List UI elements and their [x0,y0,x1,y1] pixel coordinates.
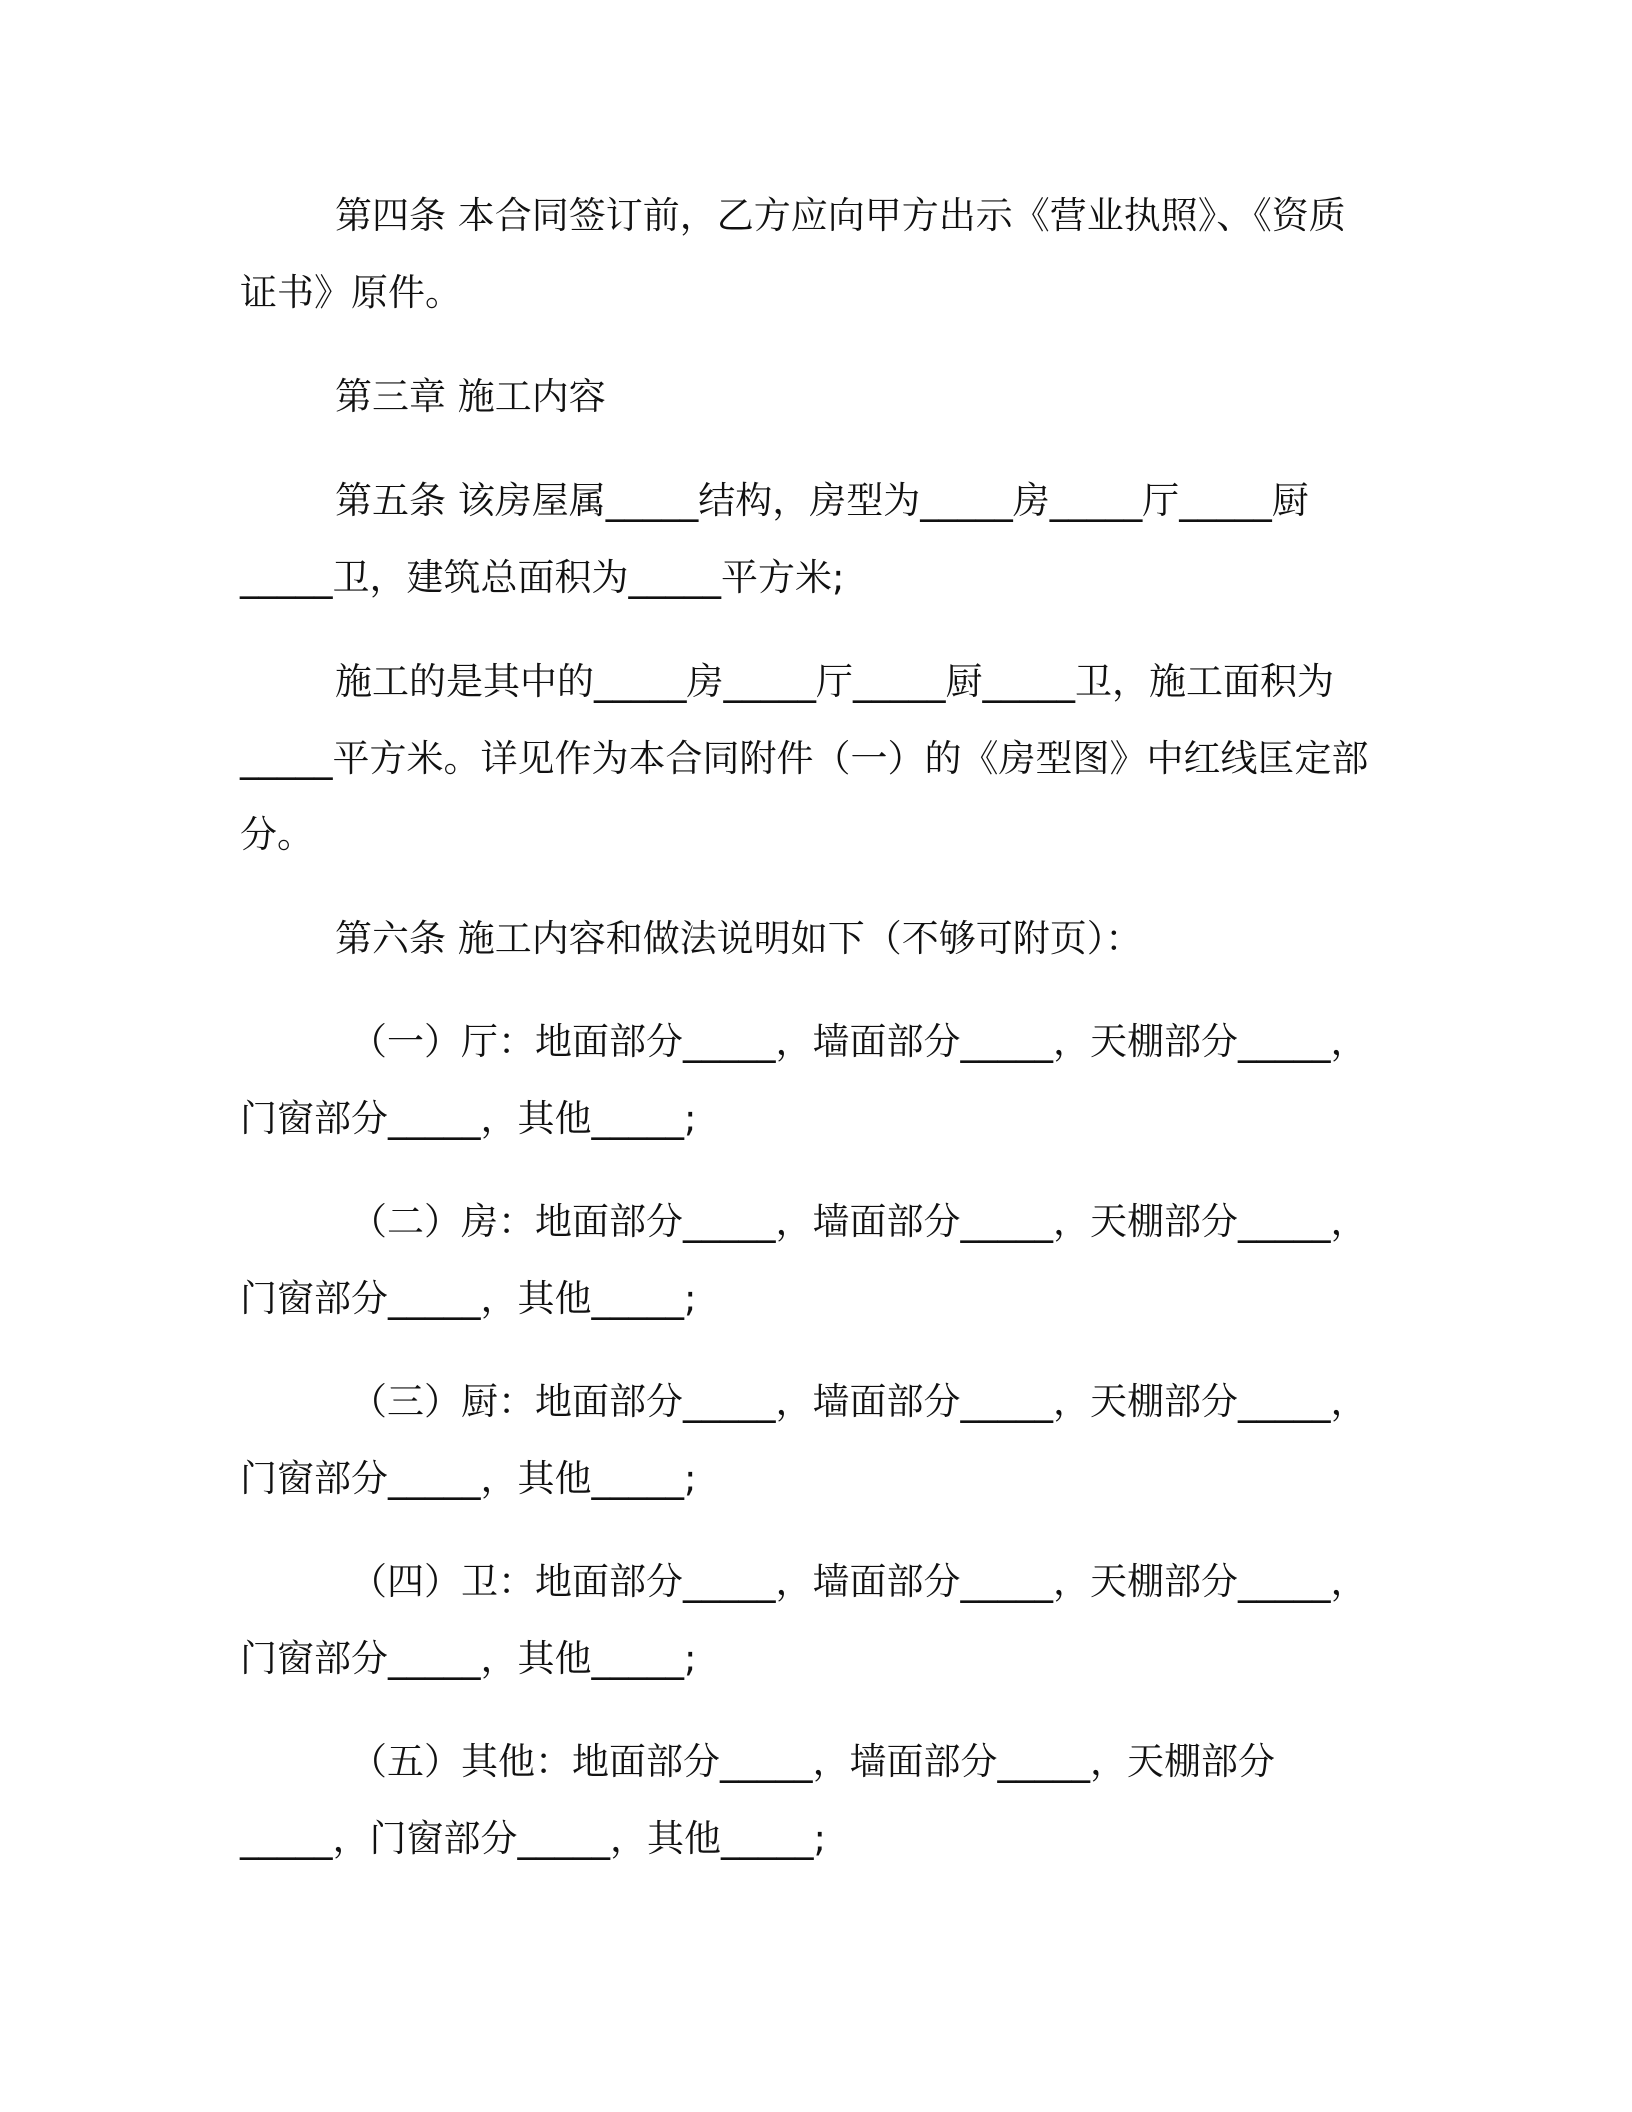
item-other-line-1: （五）其他：地面部分_____，墙面部分_____，天棚部分 [350,1740,1275,1783]
item-bath-line-1: （四）卫：地面部分_____，墙面部分_____，天棚部分_____， [350,1560,1368,1603]
article-4-line-1: 第四条 本合同签订前，乙方应向甲方出示《营业执照》、《资质 [335,194,1346,237]
item-other-line-2: _____，门窗部分_____，其他_____; [240,1817,826,1860]
item-bath-line-2: 门窗部分_____，其他_____; [240,1637,697,1680]
item-kitchen-line-1: （三）厨：地面部分_____，墙面部分_____，天棚部分_____， [350,1380,1368,1423]
article-6-heading: 第六条 施工内容和做法说明如下（不够可附页）： [335,917,1143,960]
construction-scope-line-3: 分。 [240,813,314,856]
item-hall-line-1: （一）厅：地面部分_____，墙面部分_____，天棚部分_____， [350,1020,1368,1063]
article-4-line-2: 证书》原件。 [240,271,462,314]
item-room-line-1: （二）房：地面部分_____，墙面部分_____，天棚部分_____， [350,1200,1368,1243]
construction-scope-line-1: 施工的是其中的_____房_____厅_____厨_____卫，施工面积为 [335,660,1334,703]
article-5-line-1: 第五条 该房屋属_____结构，房型为_____房_____厅_____厨 [335,479,1309,522]
construction-scope-line-2: _____平方米。详见作为本合同附件（一）的《房型图》中红线匡定部 [240,737,1369,780]
chapter-3-heading: 第三章 施工内容 [335,375,606,418]
item-kitchen-line-2: 门窗部分_____，其他_____; [240,1457,697,1500]
article-5-line-2: _____卫，建筑总面积为_____平方米; [240,556,845,599]
item-hall-line-2: 门窗部分_____，其他_____; [240,1097,697,1140]
item-room-line-2: 门窗部分_____，其他_____; [240,1277,697,1320]
